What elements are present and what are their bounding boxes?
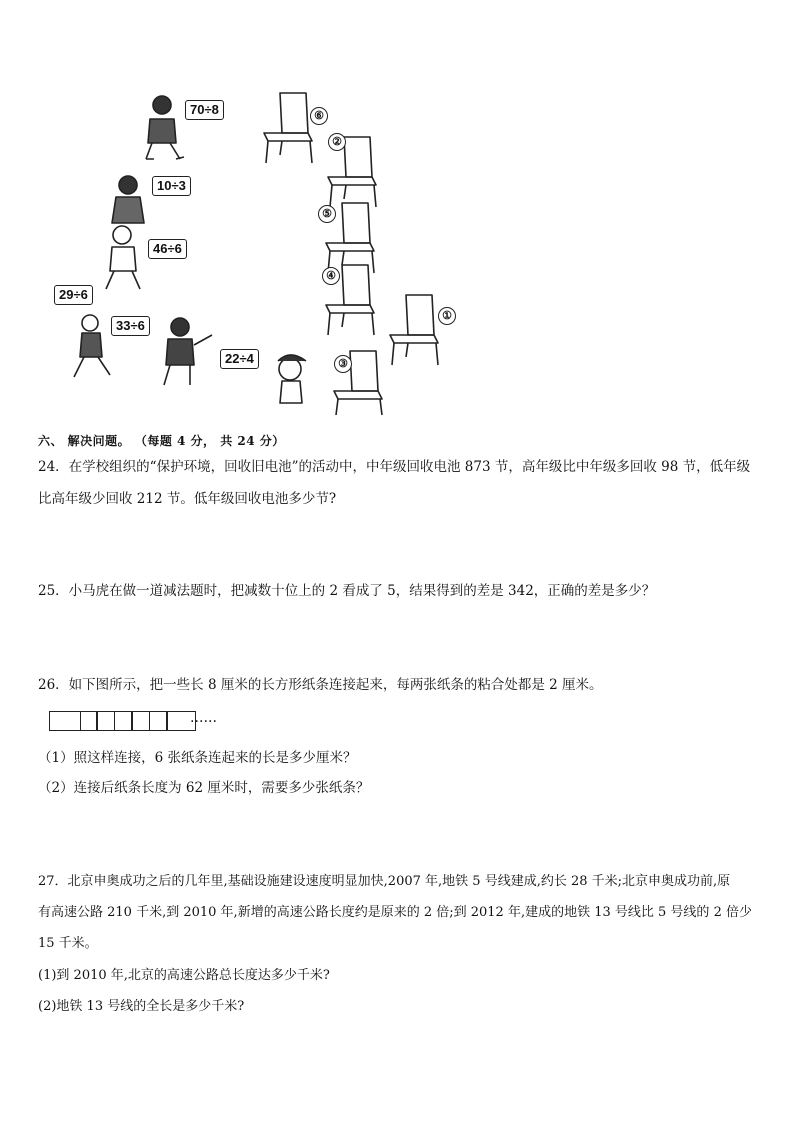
strip-ellipsis: ……: [190, 710, 217, 726]
chair-number-6: ⑥: [310, 107, 328, 125]
strip-segment: [114, 711, 133, 731]
strip-segment: [131, 711, 150, 731]
child-figure-4: [74, 315, 110, 377]
q27-line3: 15 千米。: [38, 936, 98, 951]
q27-sub2: (2)地铁 13 号线的全长是多少千米?: [38, 999, 245, 1014]
chairs-figure: [50, 85, 470, 415]
q27-line1: 27．北京申奥成功之后的几年里,基础设施建设速度明显加快,2007 年,地铁 5 号线建成,约长 28 千米;北京申奥成功前,原: [38, 874, 731, 889]
q25-line1: 25．小马虎在做一道减法题时，把减数十位上的 2 看成了 5，结果得到的差是 342，正确的差是多少？: [38, 583, 656, 599]
strip-segment: [149, 711, 168, 731]
section-title: 六、 解决问题。 （每题 4 分， 共 24 分）: [38, 434, 285, 448]
chair-number-1: ①: [438, 307, 456, 325]
figure-drawing: [50, 85, 470, 415]
strip-segment: [80, 711, 98, 731]
q27-line2: 有高速公路 210 千米,到 2010 年,新增的高速公路长度约是原来的 2 倍;到 2012 年,建成的地铁 13 号线比 5 号线的 2 倍少: [38, 905, 752, 920]
bubble-29-div-6: 29÷6: [54, 285, 93, 305]
q24-line2: 比高年级少回收 212 节。低年级回收电池多少节?: [38, 491, 337, 507]
q24-line1: 24．在学校组织的“保护环境，回收旧电池”的活动中，中年级回收电池 873 节，高年级比中年级多回收 98 节，低年级: [38, 459, 751, 475]
child-figure-6: [278, 355, 306, 403]
chair-number-3: ③: [334, 355, 352, 373]
chair-6: [264, 93, 312, 163]
bubble-10-div-3: 10÷3: [152, 176, 191, 196]
q27-sub1: (1)到 2010 年,北京的高速公路总长度达多少千米?: [38, 968, 330, 983]
chair-number-5: ⑤: [318, 205, 336, 223]
bubble-70-div-8: 70÷8: [185, 100, 224, 120]
bubble-22-div-4: 22÷4: [220, 349, 259, 369]
strip-segment: [96, 711, 115, 731]
child-figure-2: [112, 176, 144, 223]
paper-strip-diagram: [49, 711, 196, 731]
child-figure-3: [106, 226, 140, 289]
chair-number-4: ④: [322, 267, 340, 285]
q26-sub1: （1）照这样连接，6 张纸条连起来的长是多少厘米？: [38, 750, 357, 766]
strip-segment: [49, 711, 81, 731]
child-figure-1: [146, 96, 184, 159]
bubble-46-div-6: 46÷6: [148, 239, 187, 259]
q26-line1: 26．如下图所示，把一些长 8 厘米的长方形纸条连接起来，每两张纸条的粘合处都是 2 厘米。: [38, 677, 603, 693]
q26-sub2: （2）连接后纸条长度为 62 厘米时，需要多少张纸条？: [38, 780, 370, 796]
chair-1: [390, 295, 438, 365]
child-figure-5: [164, 318, 212, 385]
bubble-33-div-6: 33÷6: [111, 316, 150, 336]
chair-number-2: ②: [328, 133, 346, 151]
